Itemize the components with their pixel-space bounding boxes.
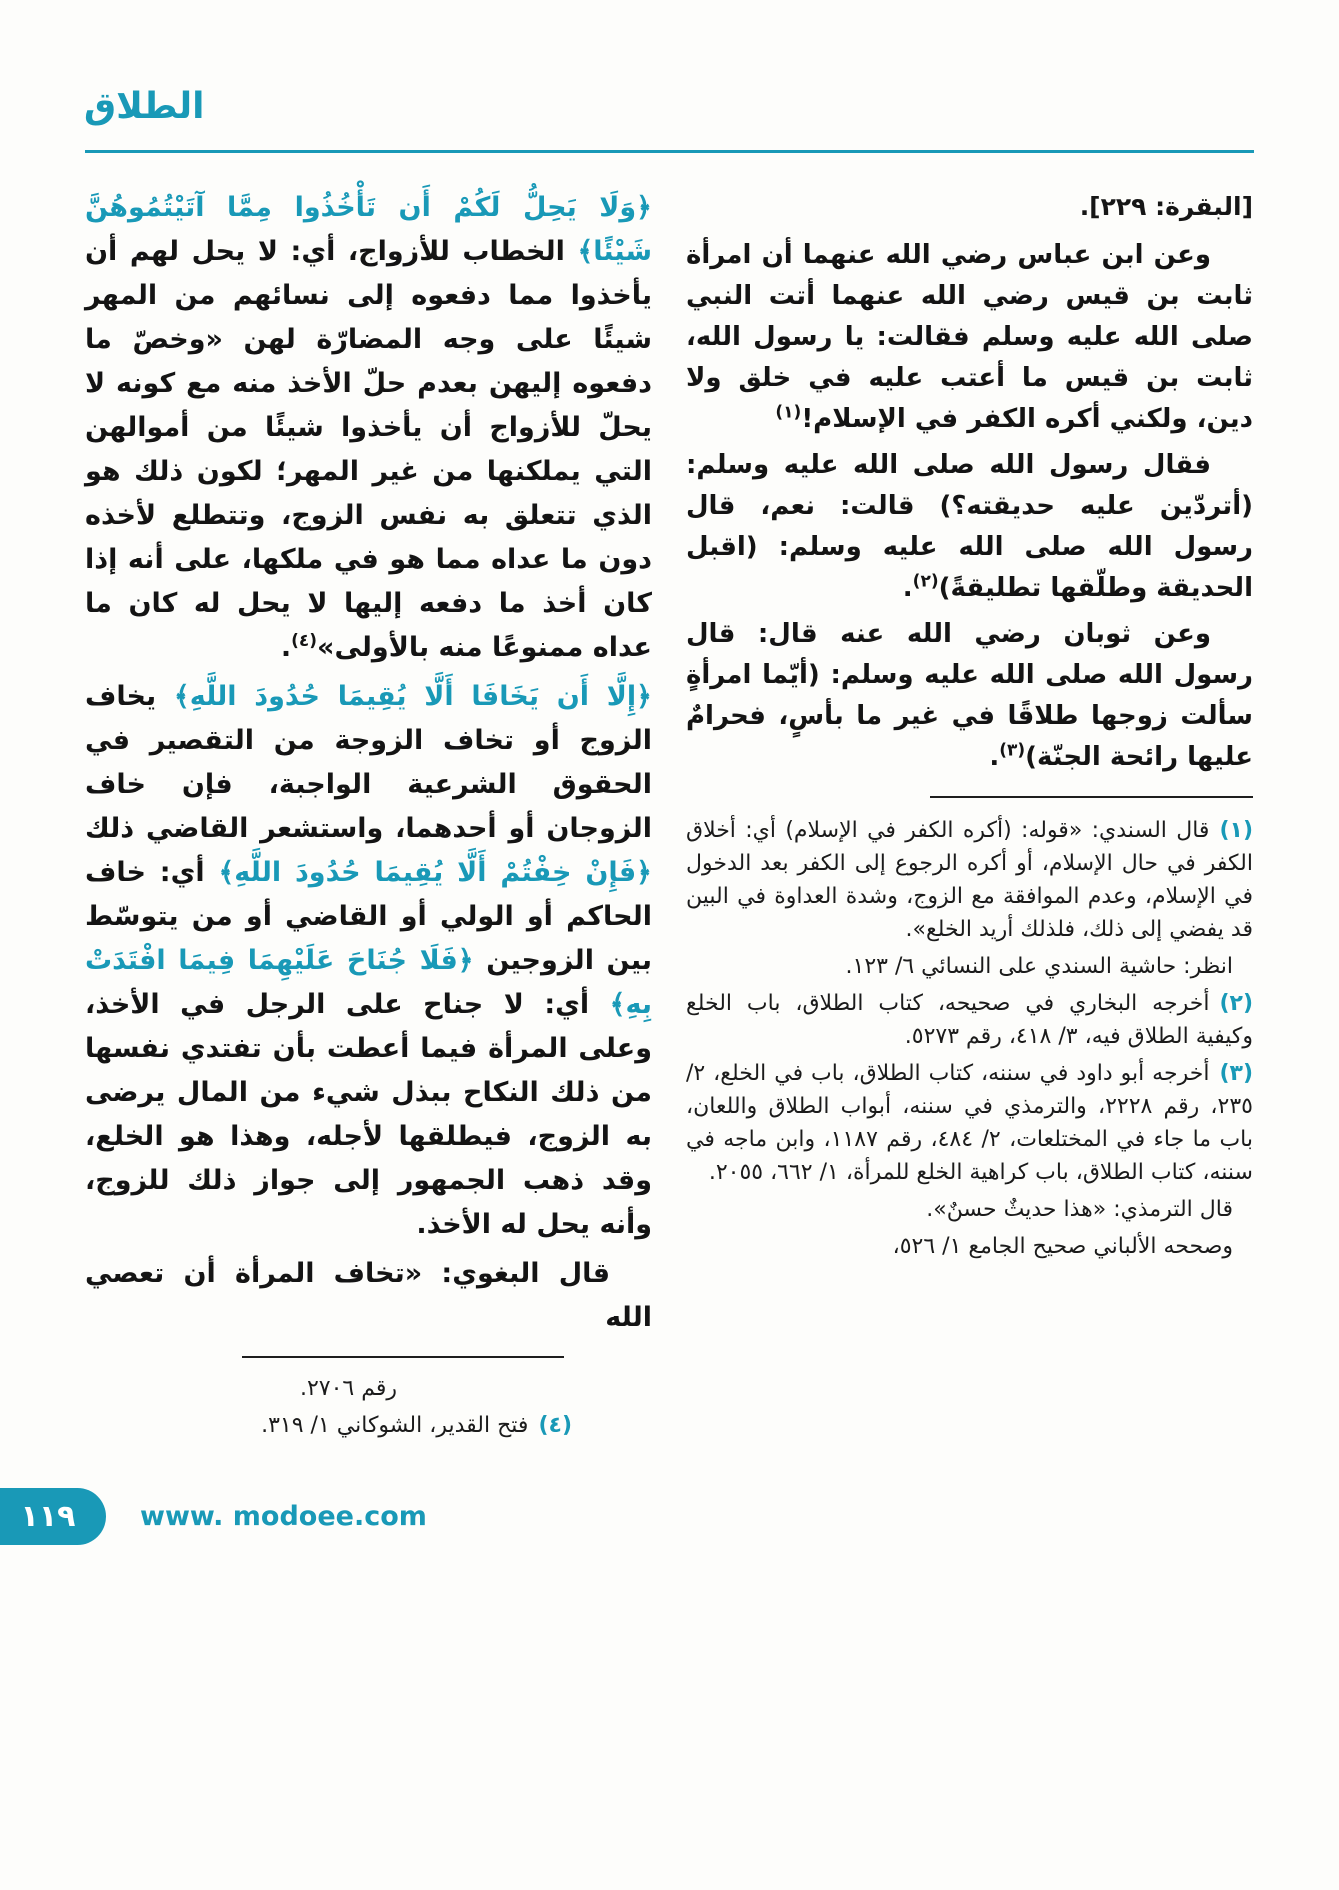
verse-reference: [البقرة: ٢٢٩]. bbox=[1079, 192, 1253, 221]
footnote-1 bbox=[686, 814, 1253, 946]
page-content bbox=[85, 186, 1253, 1446]
page-number-badge bbox=[0, 1488, 106, 1545]
footnote-text: قال السندي: «قوله: (أكره الكفر في الإسلام) أي: أخلاق الكفر في حال الإسلام، أو أكره الرجوع إلى الكفر بعد الدخول في الإسلام، وعدم الموافقة مع الزوج، وشدة العداوة في البين قد يفضي إلى ذلك، فلذلك أريد الخلع». bbox=[686, 818, 1253, 942]
body-text: . bbox=[280, 632, 292, 663]
footnote-separator bbox=[242, 1356, 564, 1358]
hadith-paragraph-1 bbox=[686, 235, 1253, 440]
body-text: أي: خاف الحاكم أو الولي أو القاضي أو من يتوسّط بين الزوجين bbox=[85, 857, 652, 976]
footnote-3-authentication: وصححه الألباني صحيح الجامع ١/ ٥٢٦، bbox=[892, 1234, 1233, 1259]
footnotes-left bbox=[85, 1372, 652, 1442]
footnote-marker: (٤) bbox=[538, 1413, 572, 1438]
right-column bbox=[686, 186, 1253, 1267]
body-text: وعن ابن عباس رضي الله عنهما أن امرأة ثابت بن قيس رضي الله عنهما أتت النبي صلى الله عليه وسلم فقالت: يا رسول الله، ثابت بن قيس ما أعتب عليه في خلق ولا دين، ولكني أكره الكفر في الإسلام! bbox=[686, 240, 1253, 434]
footnote-1-reference: انظر: حاشية السندي على النسائي ٦/ ١٢٣. bbox=[845, 954, 1233, 979]
hadith-paragraph-3 bbox=[686, 614, 1253, 778]
body-text: الخطاب للأزواج، أي: لا يحل لهم أن يأخذوا مما دفعوه إلى نسائهم من المهر شيئًا على وجه المضارّة لهن «وخصّ ما دفعوه إليهن بعدم حلّ الأخذ منه مع كونه لا يحلّ للأزواج أن يأخذوا شيئًا من أموالهن التي يملكنها من غير المهر؛ لكون ذلك هو الذي تتعلق به نفس الزوج، وتتطلع لأخذه دون ما عداه مما هو في ملكها، على أنه إذا كان أخذ ما دفعه إليها لا يحل له كان ما عداه ممنوعًا منه بالأولى» bbox=[85, 236, 652, 663]
header-divider bbox=[85, 150, 1254, 153]
quran-quote-2: ﴿إِلَّا أَن يَخَافَا أَلَّا يُقِيمَا حُدُودَ اللَّهِ﴾ bbox=[173, 681, 652, 712]
page-footer bbox=[0, 1487, 1339, 1545]
footnote-ref-4: (٤) bbox=[291, 631, 318, 651]
body-text: فقال رسول الله صلى الله عليه وسلم: (أتردّين عليه حديقته؟) قالت: نعم، قال رسول الله صلى الله عليه وسلم: (اقبل الحديقة وطلّقها تطليقةً) bbox=[686, 450, 1253, 603]
body-text: يخاف الزوج أو تخاف الزوجة من التقصير في الحقوق الشرعية الواجبة، فإن خاف الزوجان أو أحدهما، واستشعر القاضي ذلك bbox=[85, 681, 652, 844]
footnote-marker: (٣) bbox=[1219, 1061, 1253, 1086]
page-number: ١١٩ bbox=[20, 1498, 76, 1534]
footnote-ref-2: (٢) bbox=[912, 571, 939, 592]
quran-quote-3: ﴿فَإِنْ خِفْتُمْ أَلَّا يُقِيمَا حُدُودَ اللَّهِ﴾ bbox=[218, 857, 653, 888]
hadith-paragraph-2 bbox=[686, 445, 1253, 609]
body-text: . bbox=[902, 573, 913, 603]
website-url: www. modoee.com bbox=[140, 1500, 427, 1532]
quran-quote-1: ﴿وَلَا يَحِلُّ لَكُمْ أَن تَأْخُذُوا مِمَّا آتَيْتُمُوهُنَّ شَيْئًا﴾ bbox=[85, 192, 652, 267]
footnotes-right bbox=[686, 814, 1253, 1263]
footnote-3 bbox=[686, 1057, 1253, 1189]
tafsir-paragraph-3: قال البغوي: «تخاف المرأة أن تعصي الله bbox=[85, 1258, 652, 1333]
body-text: وعن ثوبان رضي الله عنه قال: قال رسول الله صلى الله عليه وسلم: (أيّما امرأةٍ سألت زوجها طلاقًا في غير ما بأسٍ، فحرامٌ عليها رائحة الجنّة) bbox=[686, 619, 1253, 772]
footnote-text: أخرجه البخاري في صحيحه، كتاب الطلاق، باب الخلع وكيفية الطلاق فيه، ٣/ ٤١٨، رقم ٥٢٧٣. bbox=[686, 991, 1253, 1049]
footnote-2 bbox=[686, 987, 1253, 1053]
footnote-4 bbox=[85, 1409, 652, 1442]
footnote-marker: (٢) bbox=[1219, 991, 1253, 1016]
footnote-ref-1: (١) bbox=[775, 402, 802, 423]
body-text: أي: لا جناح على الرجل في الأخذ، وعلى المرأة فيما أعطت بأن تفتدي نفسها من ذلك النكاح ببذل شيء من المال يرضى به الزوج، فيطلقها لأجله، وهذا هو الخلع، وقد ذهب الجمهور إلى جواز ذلك للزوج، وأنه يحل له الأخذ. bbox=[85, 989, 652, 1240]
tafsir-paragraph-1 bbox=[85, 186, 652, 670]
footnote-separator bbox=[930, 796, 1253, 798]
footnote-ref-3: (٣) bbox=[999, 740, 1026, 761]
quran-quote-4: ﴿فَلَا جُنَاحَ عَلَيْهِمَا فِيمَا افْتَدَتْ بِهِ﴾ bbox=[85, 945, 652, 1020]
footnote-text: فتح القدير، الشوكاني ١/ ٣١٩. bbox=[261, 1413, 529, 1438]
running-title: الطلاق bbox=[84, 86, 205, 127]
left-column bbox=[85, 186, 652, 1446]
tafsir-paragraph-2 bbox=[85, 675, 652, 1247]
footnote-marker: (١) bbox=[1219, 818, 1253, 843]
footnote-3-grading: قال الترمذي: «هذا حديثٌ حسنٌ». bbox=[926, 1197, 1233, 1222]
footnote-continuation: رقم ٢٧٠٦. bbox=[299, 1376, 397, 1401]
footnote-text: أخرجه أبو داود في سننه، كتاب الطلاق، باب في الخلع، ٢/ ٢٣٥، رقم ٢٢٢٨، والترمذي في سننه، أبواب الطلاق واللعان، باب ما جاء في المختلعات، ٢/ ٤٨٤، رقم ١١٨٧، وابن ماجه في سننه، كتاب الطلاق، باب كراهية الخلع للمرأة، ١/ ٦٦٢، ٢٠٥٥. bbox=[686, 1061, 1253, 1185]
body-text: . bbox=[989, 742, 1000, 772]
